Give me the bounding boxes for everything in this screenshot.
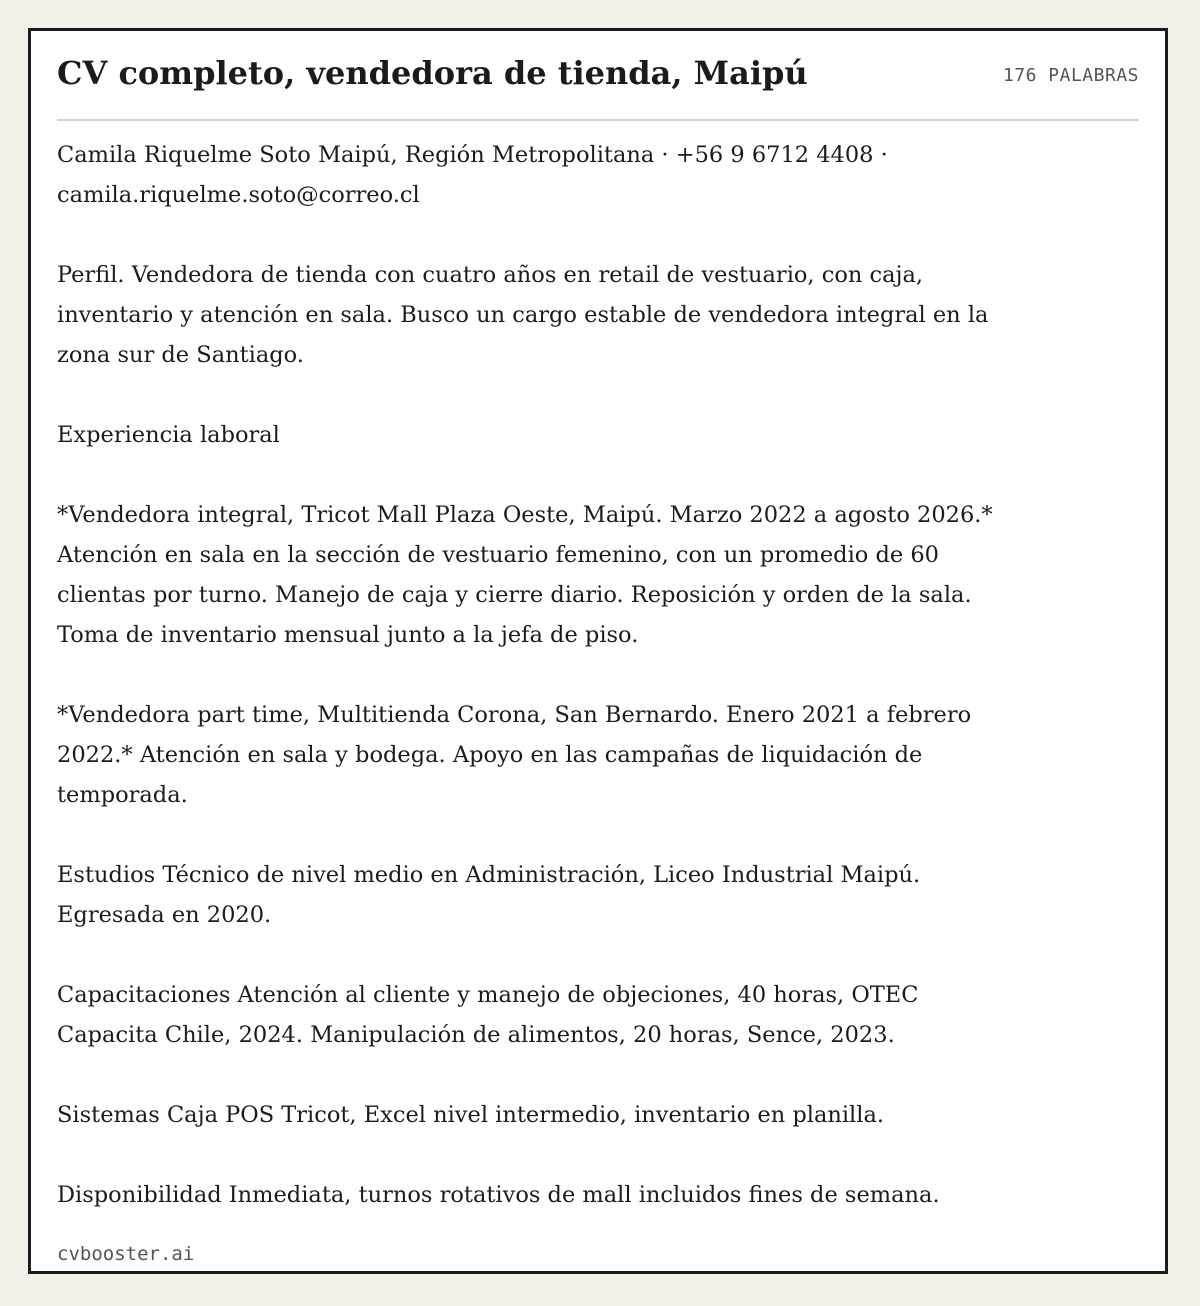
card-header bbox=[57, 31, 1139, 121]
cv-card bbox=[28, 28, 1168, 1274]
training-paragraph: Capacitaciones Atención al cliente y manejo de objeciones, 40 horas, OTEC Capacita Chile, 2024. Manipulación de alimentos, 20 horas, Sence, 2023. bbox=[57, 982, 919, 1048]
availability-paragraph: Disponibilidad Inmediata, turnos rotativos de mall incluidos fines de semana. bbox=[57, 1182, 940, 1208]
experience-entry-tricot: *Vendedora integral, Tricot Mall Plaza Oeste, Maipú. Marzo 2022 a agosto 2026.* Atención en sala en la sección de vestuario femenino, con un promedio de 60 clientas por turno. Manejo de caja y cierre diario. Reposición y orden de la sala. Toma de inventario mensual junto a la jefa de piso. bbox=[57, 502, 993, 648]
contact-line: Camila Riquelme Soto Maipú, Región Metropolitana · +56 9 6712 4408 · camila.riquelme.soto@correo.cl bbox=[57, 142, 888, 208]
profile-paragraph: Perfil. Vendedora de tienda con cuatro años en retail de vestuario, con caja, inventario y atención en sala. Busco un cargo estable de vendedora integral en la zona sur de Santiago. bbox=[57, 262, 989, 368]
experience-heading: Experiencia laboral bbox=[57, 422, 280, 448]
experience-entry-corona: *Vendedora part time, Multitienda Corona, San Bernardo. Enero 2021 a febrero 2022.* Atención en sala y bodega. Apoyo en las campañas de liquidación de temporada. bbox=[57, 702, 972, 808]
cv-body bbox=[57, 135, 1017, 1255]
education-paragraph: Estudios Técnico de nivel medio en Administración, Liceo Industrial Maipú. Egresada en 2020. bbox=[57, 862, 921, 928]
page-title: CV completo, vendedora de tienda, Maipú bbox=[57, 54, 808, 92]
systems-paragraph: Sistemas Caja POS Tricot, Excel nivel intermedio, inventario en planilla. bbox=[57, 1102, 885, 1128]
word-count-badge: 176 PALABRAS bbox=[1002, 65, 1139, 86]
footer-brand: cvbooster.ai bbox=[57, 1243, 195, 1265]
